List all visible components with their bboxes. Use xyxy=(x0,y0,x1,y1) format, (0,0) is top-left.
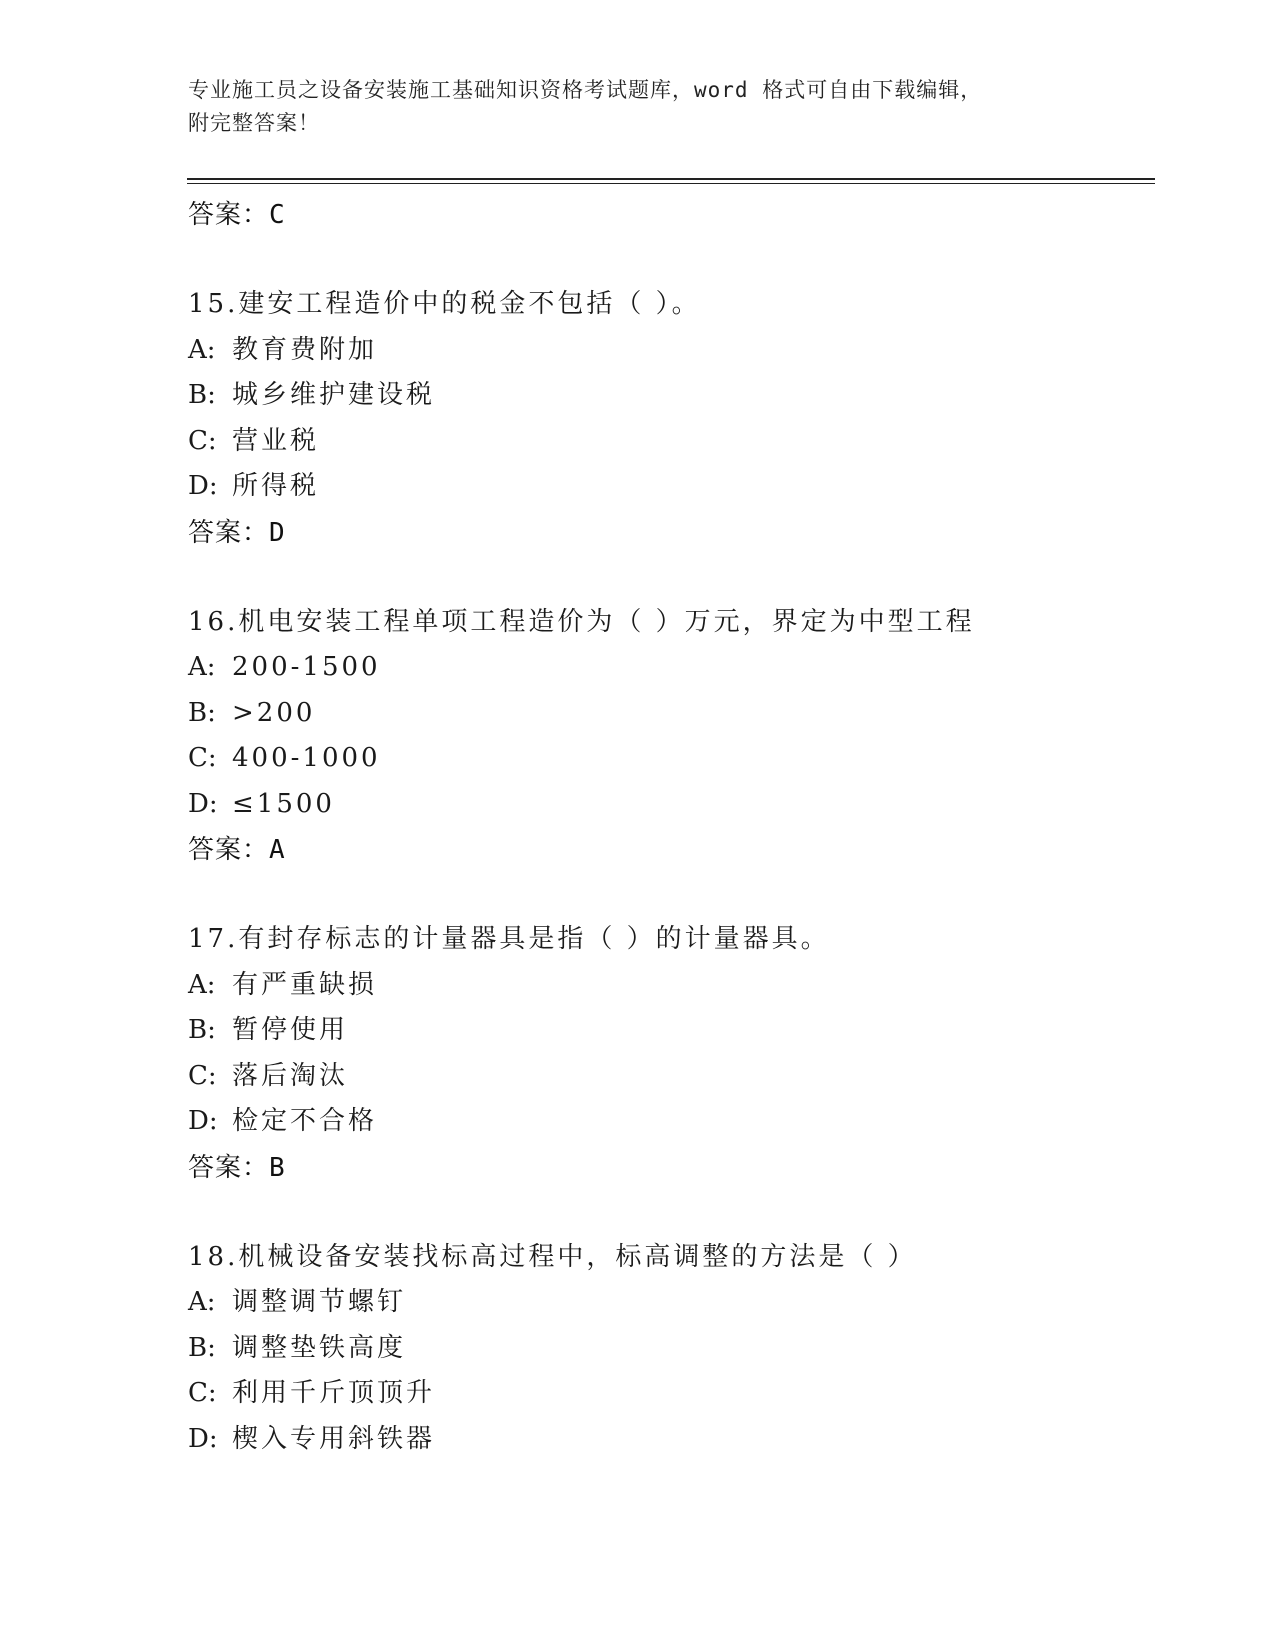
option-key: D: xyxy=(188,1106,218,1136)
option-text: 利用千斤顶顶升 xyxy=(232,1378,436,1408)
option-text: 城乡维护建设税 xyxy=(232,380,436,410)
option-text: 调整垫铁高度 xyxy=(232,1332,407,1363)
option-key: A: xyxy=(188,334,216,365)
question-stem: 16.机电安装工程单项工程造价为（ ）万元，界定为中型工程 xyxy=(188,606,975,637)
option-key: A: xyxy=(188,1287,216,1317)
question-16 xyxy=(188,600,1148,874)
question-15 xyxy=(188,282,1148,556)
option-a xyxy=(188,328,1148,374)
option-a xyxy=(188,1280,1148,1326)
option-text: 400-1000 xyxy=(232,743,381,773)
question-17 xyxy=(188,917,1148,1191)
option-d xyxy=(188,782,1148,828)
option-text: 所得税 xyxy=(232,471,320,501)
option-key: A: xyxy=(188,652,216,682)
option-text: 暂停使用 xyxy=(232,1015,349,1045)
question-stem: 18.机械设备安装找标高过程中，标高调整的方法是（ ） xyxy=(188,1241,917,1272)
option-key: B: xyxy=(188,380,216,410)
header-line-2: 附完整答案！ xyxy=(188,111,320,135)
option-b xyxy=(188,691,1148,737)
option-key: D: xyxy=(188,788,218,819)
option-key: B: xyxy=(188,1015,216,1045)
question-answer: 答案：B xyxy=(188,1152,286,1183)
header-divider-thin xyxy=(187,183,1155,184)
option-c xyxy=(188,1054,1148,1100)
question-list xyxy=(188,192,1148,1462)
option-key: C: xyxy=(188,743,217,773)
option-text: 调整调节螺钉 xyxy=(232,1287,407,1317)
option-key: D: xyxy=(188,1423,218,1454)
option-d xyxy=(188,1099,1148,1145)
header-divider-thick xyxy=(187,178,1155,180)
option-text: >200 xyxy=(232,697,316,728)
option-text: 检定不合格 xyxy=(232,1106,378,1136)
option-key: C: xyxy=(188,1378,217,1408)
option-b xyxy=(188,373,1148,419)
option-key: A: xyxy=(188,969,216,1000)
question-answer: 答案：D xyxy=(188,517,286,548)
option-b xyxy=(188,1326,1148,1372)
document-header xyxy=(188,74,1088,140)
option-text: 有严重缺损 xyxy=(232,969,378,1000)
question-18 xyxy=(188,1235,1148,1463)
option-text: 营业税 xyxy=(232,425,320,456)
option-c xyxy=(188,1371,1148,1417)
option-d xyxy=(188,1417,1148,1463)
question-stem: 15.建安工程造价中的税金不包括（ ）。 xyxy=(188,289,701,319)
option-key: C: xyxy=(188,1060,217,1091)
option-text: 200-1500 xyxy=(232,652,381,682)
option-d xyxy=(188,464,1148,510)
option-c xyxy=(188,419,1148,465)
option-text: 落后淘汰 xyxy=(232,1060,349,1091)
option-a xyxy=(188,963,1148,1009)
option-key: B: xyxy=(188,697,216,728)
option-b xyxy=(188,1008,1148,1054)
option-a xyxy=(188,645,1148,691)
option-key: D: xyxy=(188,471,218,501)
question-answer: 答案：A xyxy=(188,835,286,865)
option-key: B: xyxy=(188,1332,216,1363)
previous-answer: 答案：C xyxy=(188,200,286,230)
question-stem: 17.有封存标志的计量器具是指（ ）的计量器具。 xyxy=(188,924,830,954)
option-text: 教育费附加 xyxy=(232,334,378,365)
option-text: 楔入专用斜铁器 xyxy=(232,1423,436,1454)
option-key: C: xyxy=(188,425,217,456)
option-text: ≤1500 xyxy=(232,788,335,819)
option-c xyxy=(188,736,1148,782)
header-line-1: 专业施工员之设备安装施工基础知识资格考试题库，word 格式可自由下载编辑， xyxy=(188,78,983,102)
